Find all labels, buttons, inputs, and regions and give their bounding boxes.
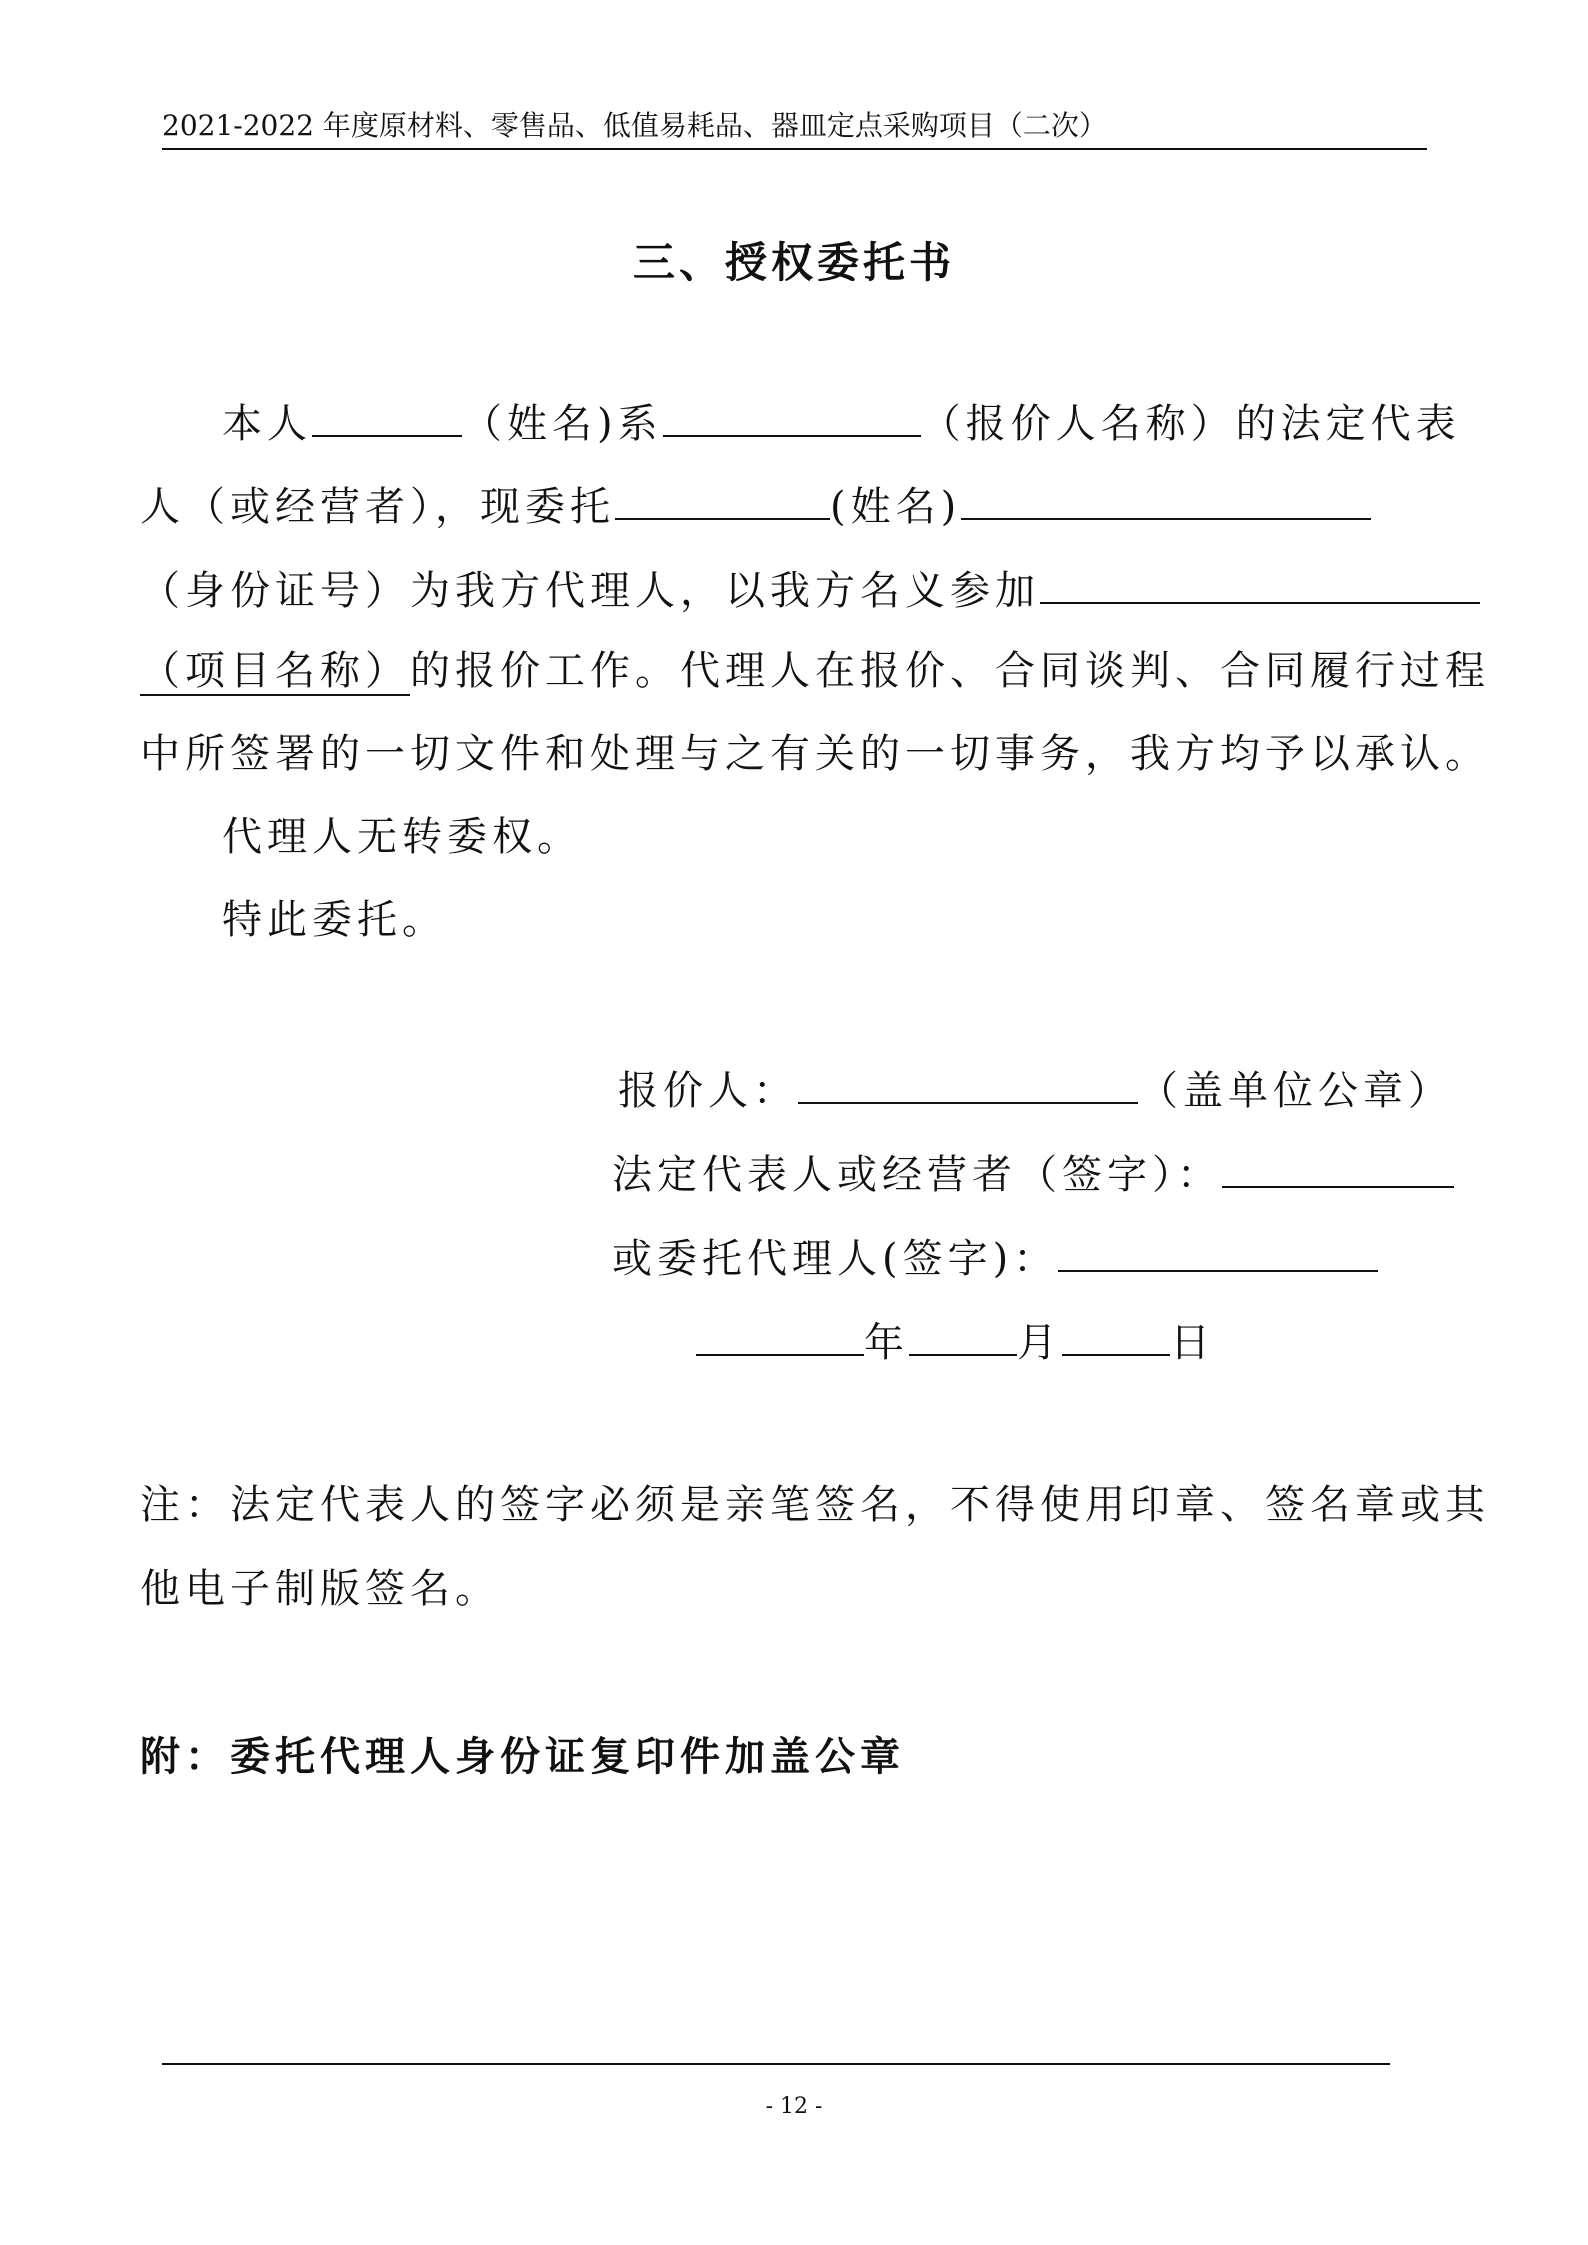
bidder-name-blank[interactable] xyxy=(663,393,921,437)
signature-agent-row xyxy=(612,1228,1378,1286)
paragraph-line-1 xyxy=(222,393,1461,451)
paragraph-no-sub-delegation: 代理人无转委权。 xyxy=(222,814,582,860)
signature-date-row xyxy=(696,1312,1215,1370)
page-number: - 12 - xyxy=(765,2094,823,2119)
text-project-label: （项目名称） xyxy=(140,648,410,694)
paragraph-line-2 xyxy=(140,476,1371,534)
legal-rep-label: 法定代表人或经营者（签字）： xyxy=(612,1152,1222,1198)
agent-label: 或委托代理人(签字)： xyxy=(612,1236,1059,1282)
project-name-blank[interactable] xyxy=(1040,560,1480,604)
note-line-2: 他电子制版签名。 xyxy=(140,1566,500,1612)
agent-name-blank[interactable] xyxy=(615,476,830,520)
paragraph-line-5 xyxy=(140,727,1490,781)
year-label: 年 xyxy=(864,1320,909,1366)
page-title: 三、授权委托书 xyxy=(632,238,955,287)
signature-bidder-row xyxy=(618,1060,1453,1118)
text-bid-work: 的报价工作。代理人在报价、合同谈判、合同履行过程 xyxy=(410,648,1490,694)
text-id-label: （身份证号）为我方代理人，以我方名义参加 xyxy=(140,568,1040,614)
text-ben-ren: 本人 xyxy=(222,401,312,447)
text-name-label: （姓名)系 xyxy=(462,401,663,447)
legal-rep-signature-blank[interactable] xyxy=(1222,1144,1454,1188)
signature-legal-rep-row xyxy=(612,1144,1454,1202)
header-text: 2021-2022 年度原材料、零售品、低值易耗品、器皿定点采购项目（二次） xyxy=(162,109,1107,142)
paragraph-hereby: 特此委托。 xyxy=(222,897,447,943)
id-number-blank[interactable] xyxy=(961,476,1371,520)
bidder-signature-blank[interactable] xyxy=(798,1060,1138,1104)
page-header xyxy=(162,108,1427,150)
bidder-seal-note: （盖单位公章） xyxy=(1138,1068,1453,1114)
text-agent-name-label: (姓名) xyxy=(830,484,962,530)
attachment-line: 附：委托代理人身份证复印件加盖公章 xyxy=(140,1734,905,1780)
text-legal-rep: 人（或经营者），现委托 xyxy=(140,484,615,530)
day-label: 日 xyxy=(1170,1320,1215,1366)
paragraph-line-3 xyxy=(140,560,1480,618)
month-label: 月 xyxy=(1017,1320,1062,1366)
paragraph-line-4 xyxy=(140,644,1490,698)
text-bidder-label: （报价人名称）的法定代表 xyxy=(920,401,1461,447)
day-blank[interactable] xyxy=(1062,1312,1170,1356)
agent-signature-blank[interactable] xyxy=(1058,1228,1378,1272)
text-acknowledge: 中所签署的一切文件和处理与之有关的一切事务，我方均予以承认。 xyxy=(140,731,1490,777)
month-blank[interactable] xyxy=(909,1312,1017,1356)
footer-rule xyxy=(162,2063,1390,2065)
note-line-1: 注：法定代表人的签字必须是亲笔签名，不得使用印章、签名章或其 xyxy=(140,1482,1490,1528)
name-blank[interactable] xyxy=(312,393,462,437)
year-blank[interactable] xyxy=(696,1312,864,1356)
bidder-label: 报价人： xyxy=(618,1068,798,1114)
